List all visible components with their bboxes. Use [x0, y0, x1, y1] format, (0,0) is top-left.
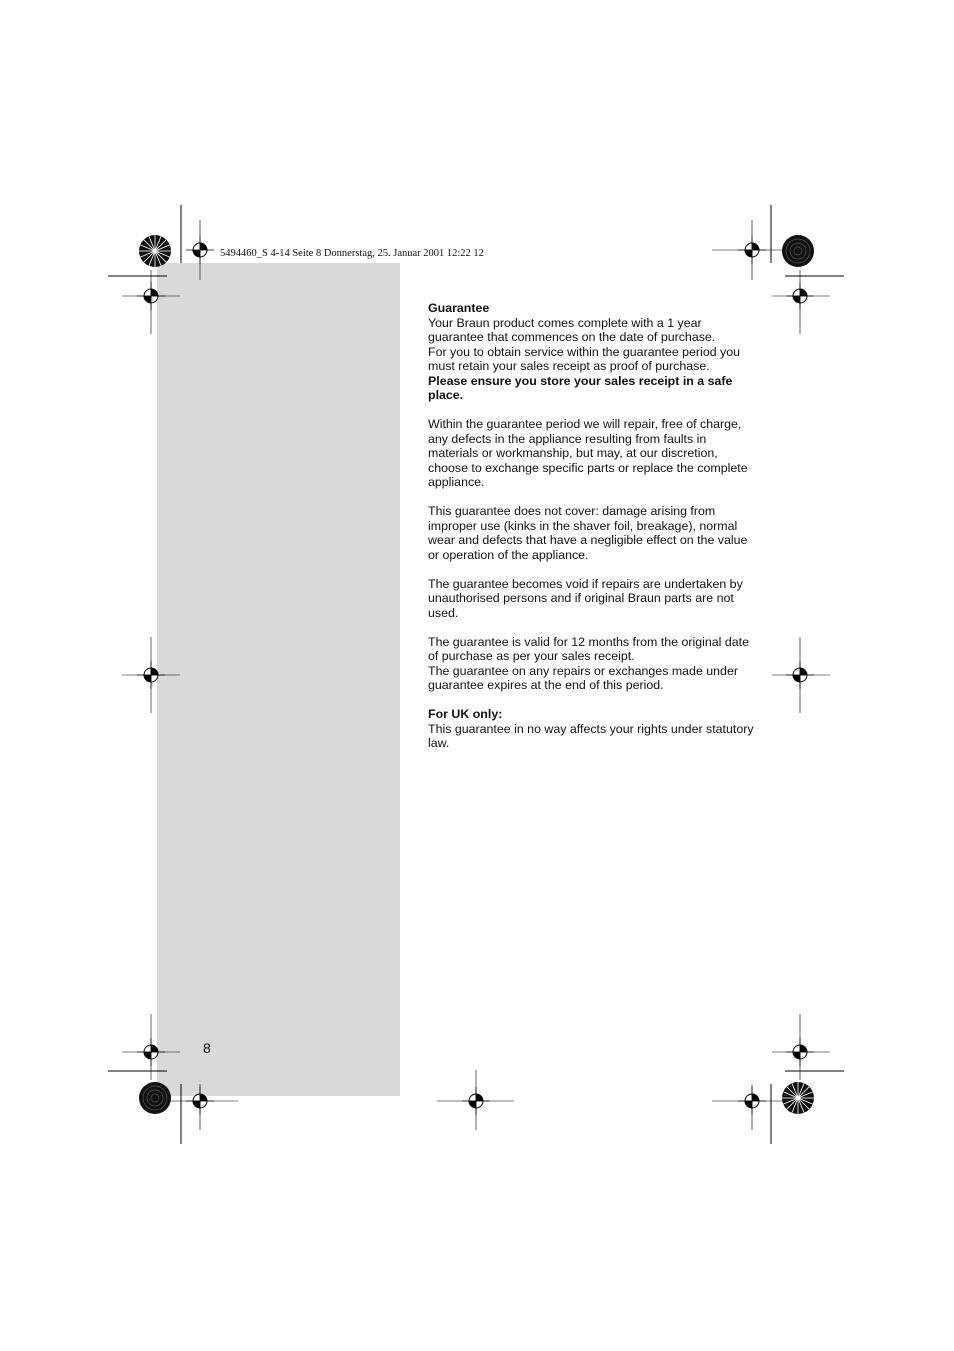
guarantee-exclusions: This guarantee does not cover: damage arising from improper use (kinks in the shaver foil, breakage), normal wear and defects that have a negligible effect on the value or operation of the appliance.: [428, 504, 748, 562]
guarantee-section: [428, 301, 758, 751]
uk-heading: For UK only:: [428, 707, 503, 721]
guarantee-validity-1: The guarantee is valid for 12 months from the original date of purchase as per your sales receipt.: [428, 634, 749, 663]
guarantee-intro-1: Your Braun product comes complete with a 1 year guarantee that commences on the date of purchase.: [428, 315, 716, 344]
guarantee-void: The guarantee becomes void if repairs are undertaken by unauthorised persons and if original Braun parts are not used.: [428, 576, 743, 620]
guarantee-heading: Guarantee: [428, 301, 490, 315]
uk-text: This guarantee in no way affects your rights under statutory law.: [428, 721, 754, 750]
guarantee-notice: Please ensure you store your sales receipt in a safe place.: [428, 373, 733, 402]
guarantee-intro-2: For you to obtain service within the guarantee period you must retain your sales receipt as proof of purchase.: [428, 344, 741, 373]
page-number: 8: [203, 1040, 211, 1056]
print-slug-line: 5494460_S 4-14 Seite 8 Donnerstag, 25. Januar 2001 12:22 12: [220, 248, 484, 259]
guarantee-repair: Within the guarantee period we will repair, free of charge, any defects in the appliance resulting from faults in materials or workmanship, but may, at our discretion, choose to exchange specific parts or replace the complete appliance.: [428, 417, 748, 489]
guarantee-validity-2: The guarantee on any repairs or exchanges made under guarantee expires at the end of this period.: [428, 663, 738, 692]
